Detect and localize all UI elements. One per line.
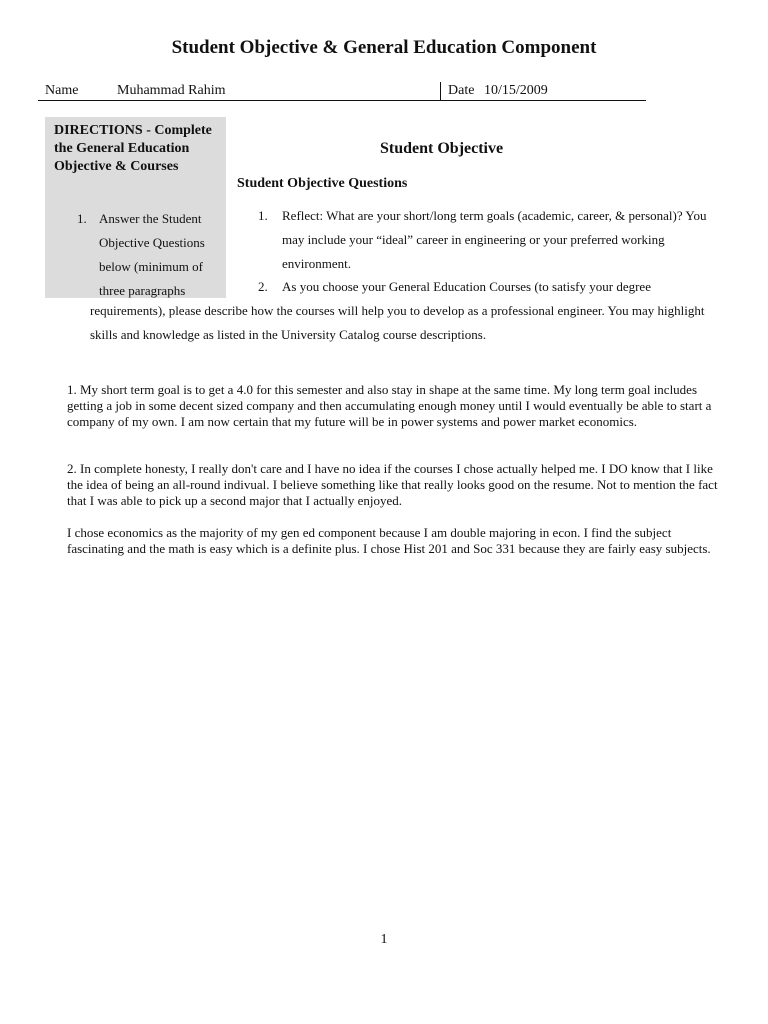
name-date-underline xyxy=(38,100,646,101)
date-value: 10/15/2009 xyxy=(484,83,548,98)
page-number: 1 xyxy=(380,932,388,947)
question-number: 1. xyxy=(258,208,268,223)
document-title: Student Objective & General Education Component xyxy=(171,37,597,58)
question-2 xyxy=(258,275,728,299)
answer-paragraph: 1. My short term goal is to get a 4.0 for this semester and also stay in shape at the same time. My long term goal includes getting a job in some decent sized company and then accumulating enough money until I would eventually be able to start a company of my own. I am now certain that my future will be in power systems and power market economics. xyxy=(67,382,712,429)
directions-item-number: 1. xyxy=(77,211,87,226)
answer-paragraph: 2. In complete honesty, I really don't care and I have no idea if the courses I chose actually helped me. I DO know that I like the idea of being an all-round indivual. I believe something like that really looks good on the resume. Not to mention the fact that I was able to pick up a second major that I actually enjoyed. xyxy=(67,461,718,508)
section-title: Student Objective xyxy=(380,140,504,157)
answer-paragraph: I chose economics as the majority of my gen ed component because I am double majoring in econ. I find the subject fascinating and the math is easy which is a definite plus. I chose Hist 201 and Soc 331 because they are fairly easy subjects. xyxy=(67,525,711,556)
question-text: Reflect: What are your short/long term goals (academic, career, & personal)? You may include your “ideal” career in engineering or your preferred working environment. xyxy=(282,208,707,271)
name-value: Muhammad Rahim xyxy=(117,83,226,98)
directions-heading: DIRECTIONS - Complete the General Education Objective & Courses xyxy=(54,123,212,174)
date-label: Date xyxy=(448,83,475,98)
question-number: 2. xyxy=(258,279,268,294)
field-divider xyxy=(440,82,441,101)
question-1 xyxy=(258,204,728,276)
name-label: Name xyxy=(45,83,79,98)
directions-item-text: Answer the Student Objective Questions below (minimum of three paragraphs xyxy=(99,211,205,298)
question-text: As you choose your General Education Courses (to satisfy your degree xyxy=(282,279,651,294)
question-2-continuation: requirements), please describe how the courses will help you to develop as a professional engineer. You may highlight skills and knowledge as listed in the University Catalog course descriptions. xyxy=(90,303,705,342)
section-subtitle: Student Objective Questions xyxy=(237,176,408,191)
